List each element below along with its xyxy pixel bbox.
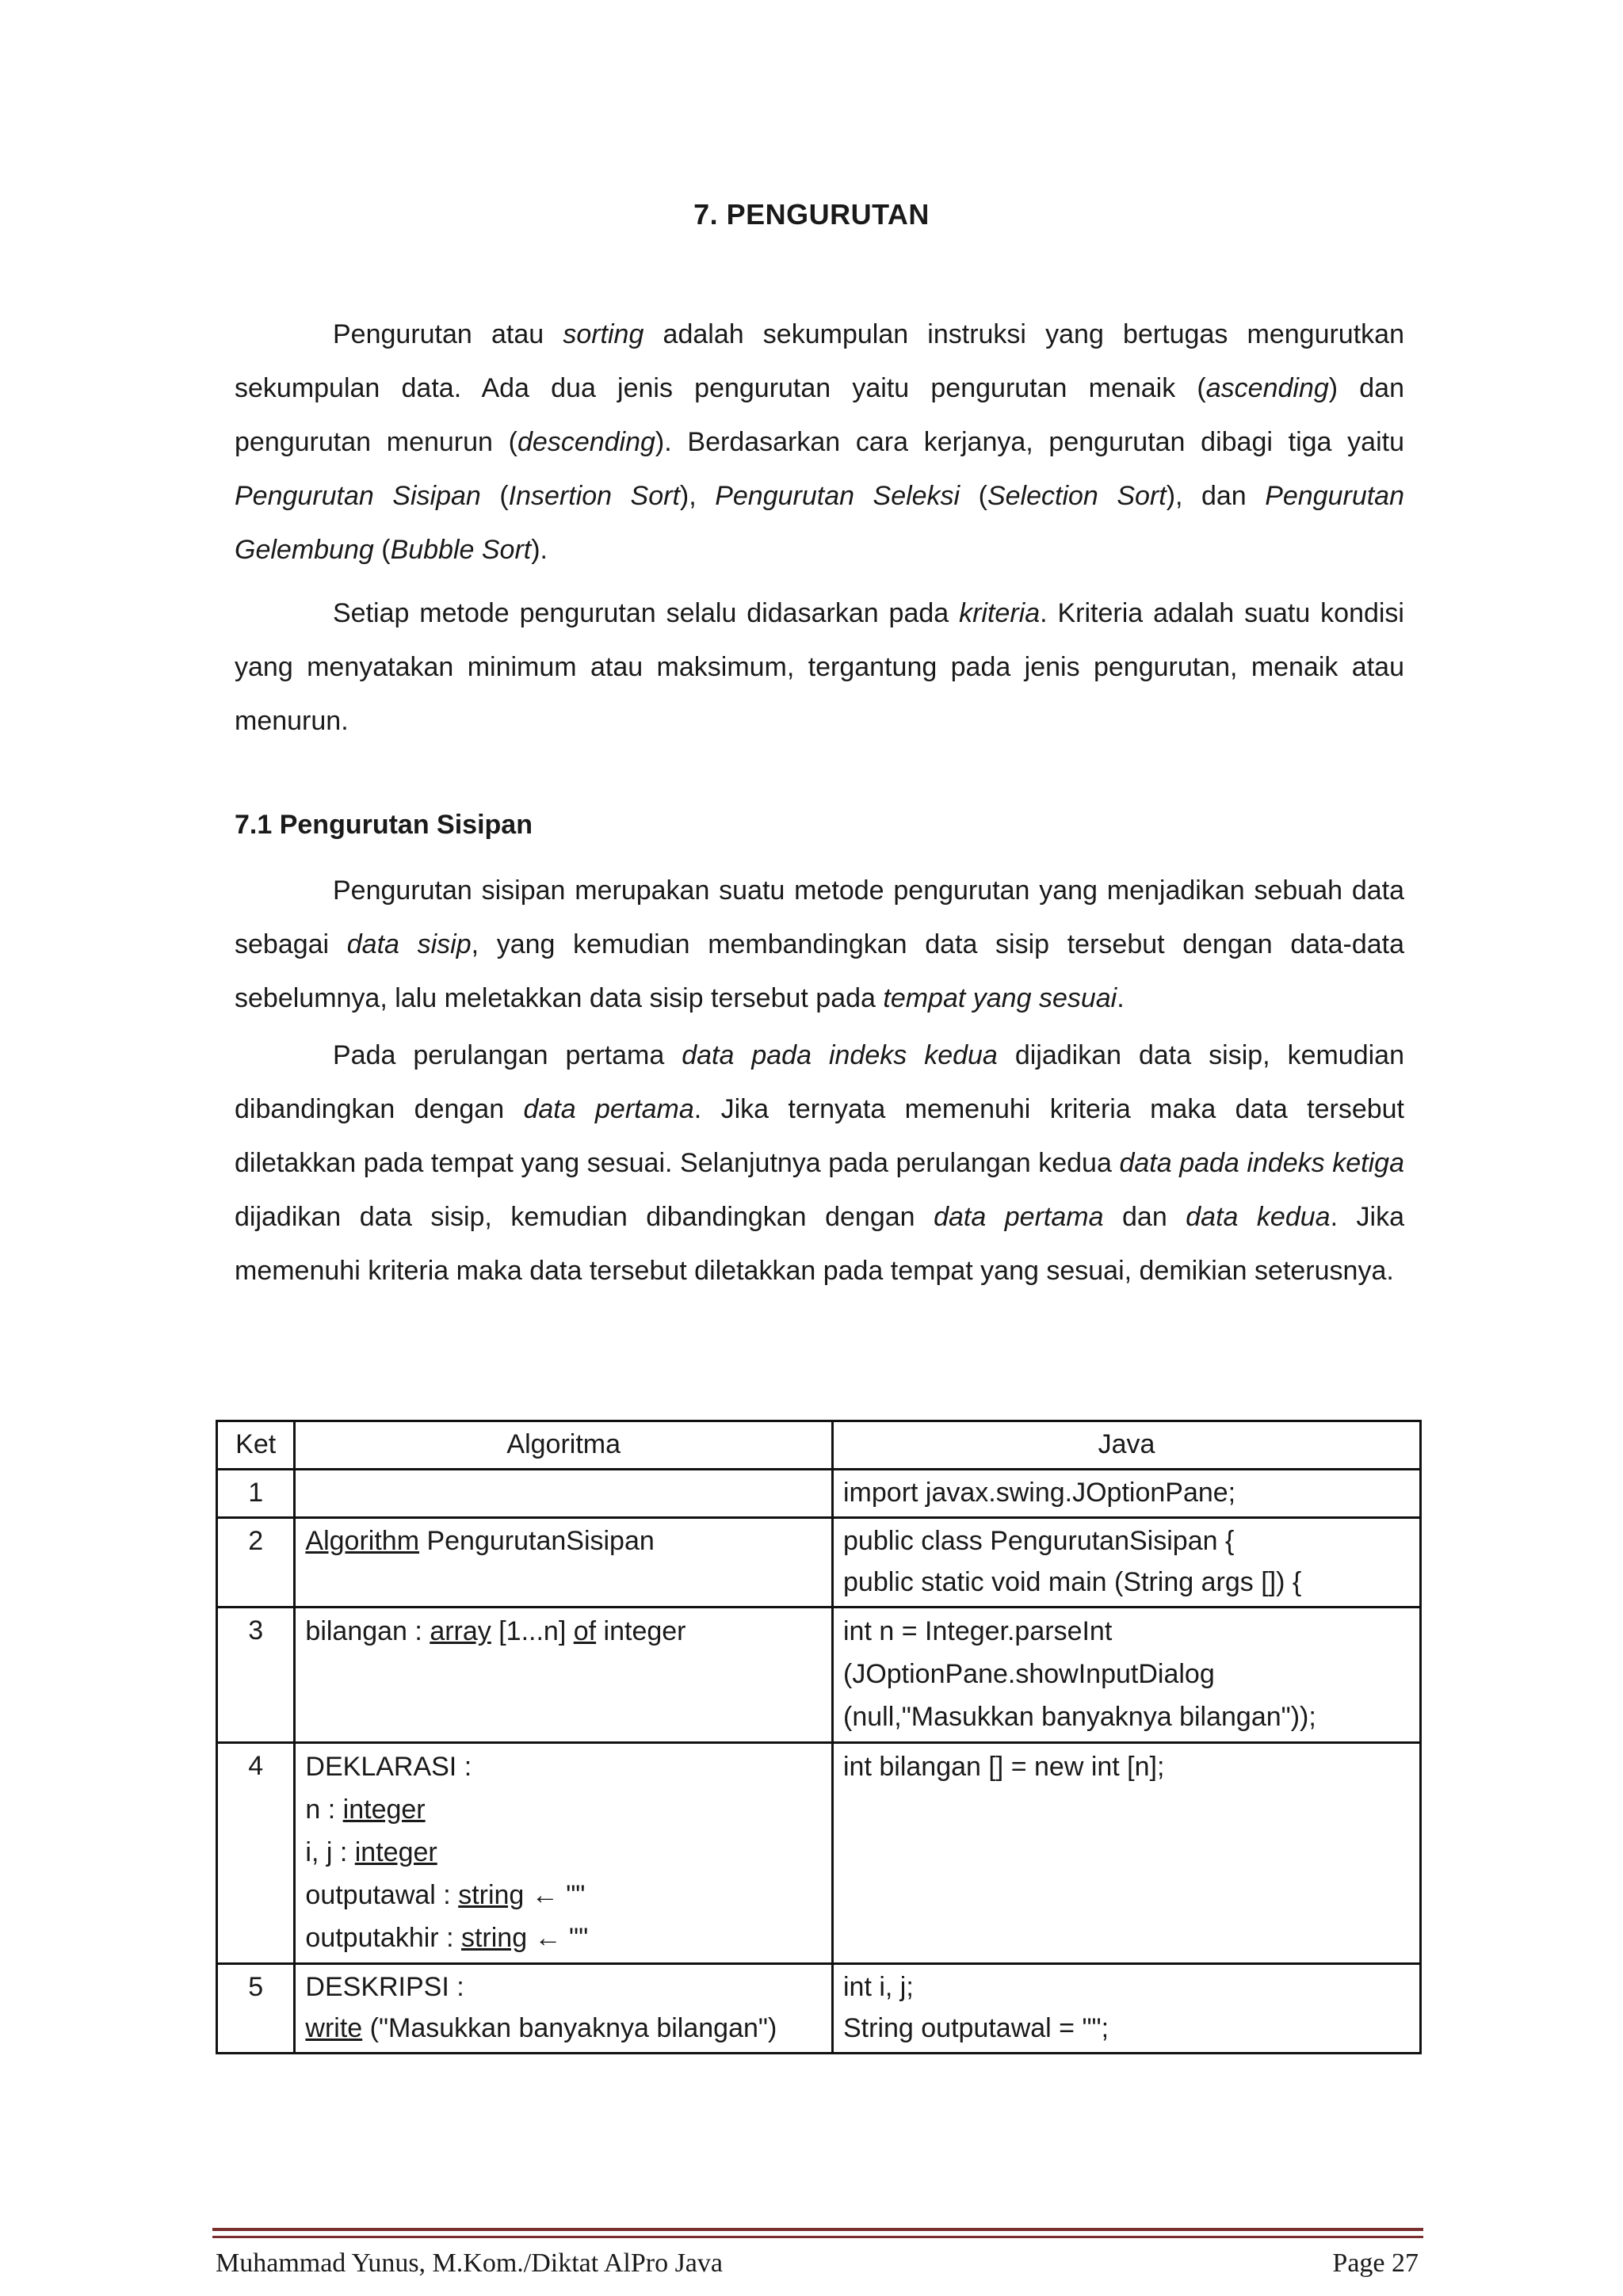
text-run: . Jika ternyata memenuhi kriteria maka data tersebut diletakkan pada tempat yang sesuai. Selanjutnya pada perulangan kedua (235, 1094, 1405, 1178)
text-run: String outputawal = ""; (843, 2013, 1109, 2043)
text-run: int n = Integer.parseInt (843, 1616, 1113, 1646)
text-run: ). Berdasarkan cara kerjanya, pengurutan dibagi tiga yaitu (655, 427, 1404, 457)
cell-line (305, 1966, 822, 2008)
text-run: ← "" (524, 1880, 586, 1910)
cell-java (833, 1470, 1421, 1518)
cell-line (843, 1562, 1410, 1603)
italic-term: Pengurutan Seleksi (715, 481, 960, 511)
cell-line (305, 1745, 822, 1788)
italic-term: data pertama (934, 1202, 1104, 1232)
text-run: ( (373, 535, 391, 565)
italic-term: Bubble Sort (390, 535, 532, 565)
intro-paragraph-1-text (235, 307, 1404, 577)
italic-term: data pada indeks kedua (682, 1040, 998, 1070)
cell-ket: 1 (217, 1470, 295, 1518)
cell-line (843, 1653, 1410, 1695)
intro-paragraph-2-text (235, 586, 1404, 748)
text-run: ) dan pengurutan menurun ( (235, 373, 1405, 457)
underlined-keyword: array (430, 1616, 491, 1646)
footer-page-number: Page 27 (1332, 2248, 1419, 2278)
italic-term: data pertama (523, 1094, 694, 1124)
cell-java (833, 1608, 1421, 1743)
text-run: i, j : (305, 1837, 355, 1867)
section-paragraph-1 (235, 864, 1404, 1025)
footer-rule-top (212, 2228, 1423, 2231)
header-ket: Ket (217, 1421, 295, 1470)
underlined-keyword: write (305, 2013, 363, 2043)
cell-java (833, 1743, 1421, 1964)
text-run: PengurutanSisipan (419, 1526, 655, 1556)
cell-line (305, 1917, 822, 1959)
intro-paragraph-2 (235, 586, 1404, 748)
cell-algoritma (295, 1743, 833, 1964)
text-run: (JOptionPane.showInputDialog (843, 1659, 1215, 1689)
section-paragraph-1-text (235, 864, 1404, 1025)
text-run: outputakhir : (305, 1923, 461, 1953)
cell-java (833, 1964, 1421, 2054)
italic-term: Pengurutan Gelembung (235, 481, 1404, 565)
cell-line (305, 2008, 822, 2049)
table-header-row (217, 1421, 1421, 1470)
text-run: adalah sekumpulan instruksi yang bertugas mengurutkan sekumpulan data. Ada dua jenis pengurutan yaitu pengurutan menaik ( (235, 319, 1404, 403)
italic-term: data kedua (1186, 1202, 1331, 1232)
italic-term: ascending (1205, 373, 1329, 403)
cell-java (833, 1518, 1421, 1608)
text-run: ← "" (527, 1923, 589, 1953)
text-run: . Jika memenuhi kriteria maka data tersebut diletakkan pada tempat yang sesuai, demikian seterusnya. (235, 1202, 1404, 1286)
cell-algoritma (295, 1964, 833, 2054)
text-run: ), dan (1166, 481, 1266, 511)
cell-line (843, 1520, 1410, 1562)
italic-term: Pengurutan Sisipan (235, 481, 481, 511)
text-run: DEKLARASI : (305, 1752, 472, 1782)
cell-ket: 4 (217, 1743, 295, 1964)
underlined-keyword: string (460, 1923, 528, 1953)
cell-line (305, 1874, 822, 1917)
cell-line (843, 1745, 1410, 1788)
cell-line (305, 1831, 822, 1874)
text-run: integer (596, 1616, 686, 1646)
header-algoritma: Algoritma (295, 1421, 833, 1470)
cell-ket: 2 (217, 1518, 295, 1608)
underlined-keyword: of (573, 1616, 597, 1646)
underlined-keyword: integer (342, 1794, 426, 1825)
text-run: . (1117, 983, 1125, 1013)
text-run: (null,"Masukkan banyaknya bilangan")); (843, 1702, 1316, 1732)
algorithm-table (216, 1420, 1422, 2054)
italic-term: Selection Sort (987, 481, 1167, 511)
text-run: import javax.swing.JOptionPane; (843, 1478, 1236, 1508)
text-run: Pengurutan sisipan merupakan suatu metode pengurutan yang menjadikan sebuah data sebagai (235, 875, 1404, 959)
chapter-title: 7. PENGURUTAN (693, 198, 930, 231)
cell-line (305, 1610, 822, 1653)
cell-line (843, 1695, 1410, 1738)
text-run: Pada perulangan pertama (333, 1040, 682, 1070)
cell-algoritma (295, 1470, 833, 1518)
text-run: public class PengurutanSisipan { (843, 1526, 1235, 1556)
table-row (217, 1470, 1421, 1518)
table-body (217, 1470, 1421, 2054)
italic-term: sorting (563, 319, 644, 349)
table-row (217, 1608, 1421, 1743)
text-run: dijadikan data sisip, kemudian dibandingkan dengan (235, 1202, 934, 1232)
cell-line (843, 1472, 1410, 1513)
footer-rule-bottom (212, 2236, 1423, 2238)
text-run: Setiap metode pengurutan selalu didasarkan pada (333, 598, 960, 628)
cell-line (843, 1610, 1410, 1653)
cell-line (843, 2008, 1410, 2049)
cell-line (843, 1966, 1410, 2008)
cell-algoritma (295, 1608, 833, 1743)
text-run: ("Masukkan banyaknya bilangan") (362, 2013, 777, 2043)
italic-term: tempat yang sesuai (883, 983, 1117, 1013)
text-run: outputawal : (305, 1880, 459, 1910)
table-row (217, 1964, 1421, 2054)
underlined-keyword: Algorithm (305, 1526, 420, 1556)
text-run: dan (1103, 1202, 1186, 1232)
section-paragraph-2-text (235, 1028, 1404, 1298)
cell-algoritma (295, 1518, 833, 1608)
text-run: bilangan : (305, 1616, 430, 1646)
cell-line (305, 1520, 822, 1562)
underlined-keyword: string (458, 1880, 525, 1910)
text-run: DESKRIPSI : (305, 1972, 464, 2002)
italic-term: data sisip (346, 929, 472, 959)
underlined-keyword: integer (354, 1837, 437, 1867)
text-run: ), (679, 481, 716, 511)
text-run: int i, j; (843, 1972, 914, 2002)
header-java: Java (833, 1421, 1421, 1470)
text-run: [1...n] (491, 1616, 574, 1646)
text-run: Pengurutan atau (333, 319, 563, 349)
cell-line (305, 1788, 822, 1831)
footer-author: Muhammad Yunus, M.Kom./Diktat AlPro Java (216, 2248, 723, 2278)
text-run: int bilangan [] = new int [n]; (843, 1752, 1165, 1782)
text-run: ). (531, 535, 548, 565)
italic-term: kriteria (959, 598, 1041, 628)
text-run: . Kriteria adalah suatu kondisi yang menyatakan minimum atau maksimum, tergantung pada jenis pengurutan, menaik atau menurun. (235, 598, 1404, 736)
text-run: public static void main (String args []) { (843, 1567, 1302, 1597)
table-row (217, 1743, 1421, 1964)
text-run: , yang kemudian membandingkan data sisip tersebut dengan data-data sebelumnya, lalu meletakkan data sisip tersebut pada (235, 929, 1405, 1013)
cell-ket: 5 (217, 1964, 295, 2054)
section-paragraph-2 (235, 1028, 1404, 1298)
text-run: n : (305, 1794, 343, 1825)
section-heading: 7.1 Pengurutan Sisipan (235, 810, 533, 840)
intro-paragraph-1 (235, 307, 1404, 577)
table-row (217, 1518, 1421, 1608)
italic-term: Insertion Sort (508, 481, 680, 511)
italic-term: descending (517, 427, 655, 457)
cell-ket: 3 (217, 1608, 295, 1743)
text-run: ( (960, 481, 987, 511)
text-run: dijadikan data sisip, kemudian dibandingkan dengan (235, 1040, 1404, 1124)
text-run: ( (480, 481, 509, 511)
italic-term: data pada indeks ketiga (1119, 1148, 1404, 1178)
